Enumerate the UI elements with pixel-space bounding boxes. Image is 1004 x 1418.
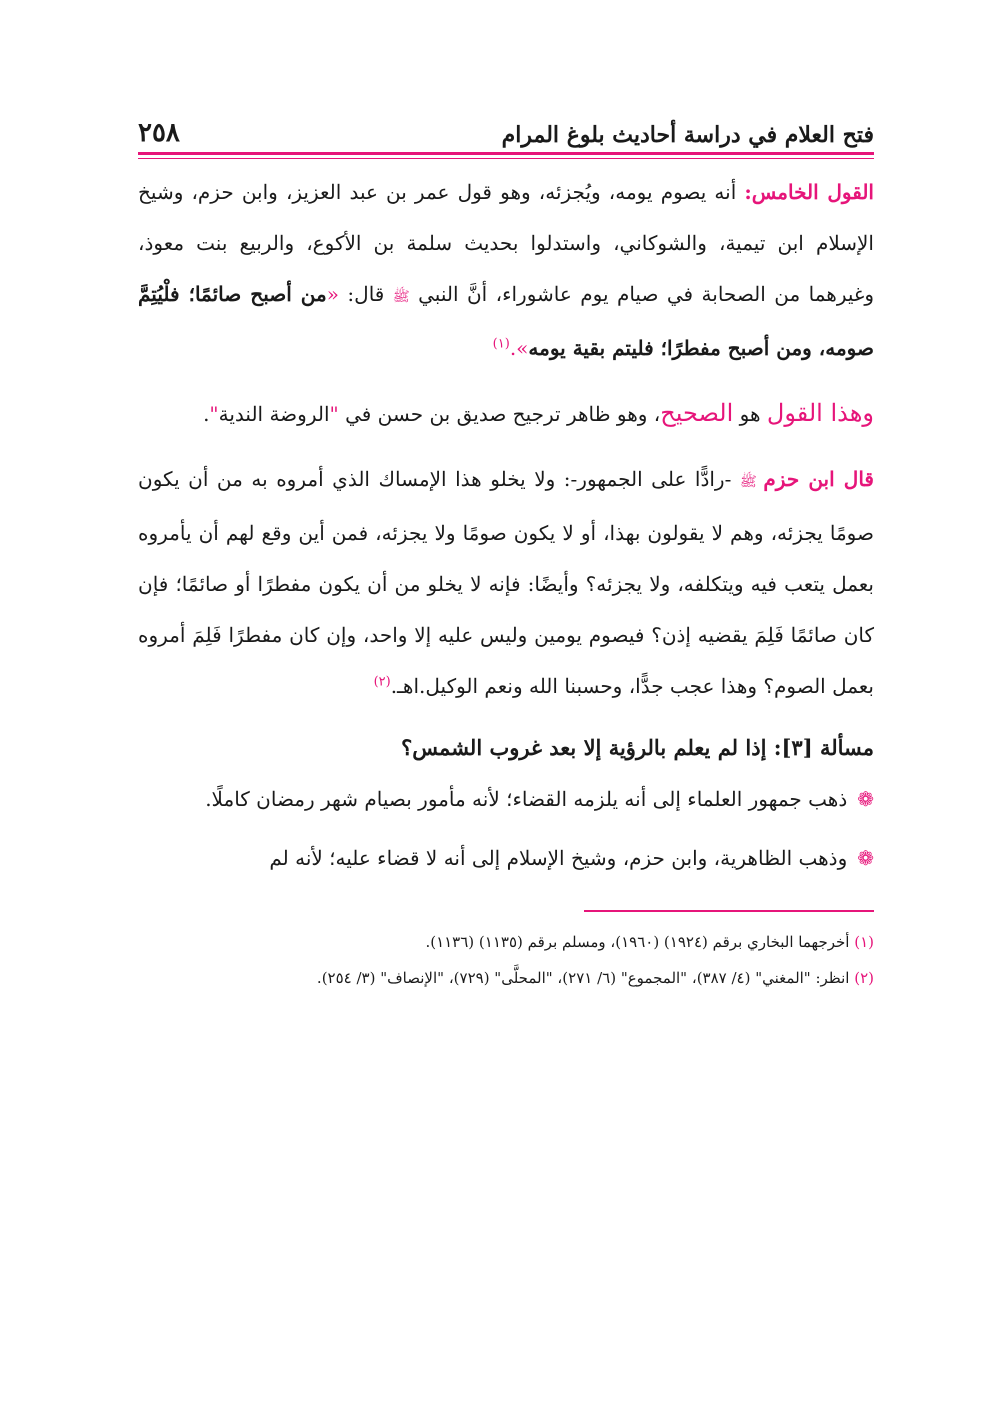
issue-heading [138, 726, 874, 770]
paragraph-text: ، وهو ظاهر ترجيح صديق بن حسن في [338, 402, 661, 426]
paragraph-text: . [203, 402, 210, 426]
footnote-ref[interactable]: (٢) [373, 674, 391, 690]
paragraph-text: قال: [339, 282, 393, 306]
bullet-text: ذهب جمهور العلماء إلى أنه يلزمه القضاء؛ لأنه مأمور بصيام شهر رمضان كاملًا. [205, 787, 848, 811]
flower-bullet-icon: ❁ [857, 787, 874, 811]
footnote-ref[interactable]: (١) [492, 336, 510, 352]
header-rule-thick [138, 152, 874, 155]
footnote-text: أخرجهما البخاري برقم (١٩٢٤) (١٩٦٠)، ومسلم برقم (١١٣٥) (١١٣٦). [425, 933, 855, 951]
opinion-label: القول الخامس: [744, 180, 874, 204]
footnote-divider [584, 910, 874, 912]
paragraph-ibn-hazm [138, 454, 874, 712]
book-name: الروضة الندية [218, 402, 330, 426]
hadith-text: من أصبح صائمًا؛ فلْيُتِمَّ صومه، ومن أصبح مفطرًا؛ فليتم بقية يومه [138, 282, 874, 360]
running-header [138, 108, 874, 148]
quote-mark: « [326, 282, 339, 306]
bullet-item [138, 774, 874, 825]
footnote [138, 924, 874, 960]
footnotes [138, 924, 874, 996]
quote-mark: ». [509, 336, 529, 360]
main-text [138, 167, 874, 884]
footnote [138, 960, 874, 996]
paragraph-text: أنه يصوم يومه، ويُجزئه، وهو قول عمر بن عبد العزيز، وابن حزم، وشيخ الإسلام ابن تيمية، والشوكاني، واستدلوا بحديث سلمة بن الأكوع، والربيع بنت معوذ، وغيرهما من الصحابة في صيام يوم عاشوراء، أنَّ النبي [138, 180, 874, 306]
page [138, 108, 874, 996]
paragraph-text: هو [733, 402, 767, 426]
paragraph-preferred [138, 388, 874, 440]
bullet-item [138, 833, 874, 884]
sahih-word: الصحيح [660, 399, 734, 427]
salla-glyph: ﷺ [392, 289, 410, 305]
paragraph-text: -رادًّا على الجمهور-: ولا يخلو هذا الإمساك الذي أمروه به من أن يكون صومًا يجزئه، وهم لا يقولون بهذا، أو لا يكون صومًا ولا يجزئه، فمن أين وقع لهم أن يأمروه بعمل يتعب فيه ويتكلفه، ولا يجزئه؟ وأيضًا: فإنه لا يخلو من أن يكون مفطرًا أو صائمًا؛ فإن كان صائمًا فَلِمَ يقضيه إذن؟ فيصوم يومين وليس عليه إلا واحد، وإن كان مفطرًا فَلِمَ أمروه بعمل الصوم؟ وهذا عجب جدًّا، وحسبنا الله ونعم الوكيل.اهـ. [138, 467, 874, 698]
page-number: ٢٥٨ [138, 118, 180, 148]
issue-label: مسألة [٣]: [773, 735, 874, 760]
quote-mark: " [329, 402, 339, 426]
footnote-text: انظر: "المغني" (٤/ ٣٨٧)، "المجموع" (٦/ ٢٧١)، "المحلَّى" (٧٢٩)، "الإنصاف" (٣/ ٢٥٤). [316, 969, 855, 987]
flower-bullet-icon: ❁ [857, 846, 874, 870]
book-title: فتح العلام في دراسة أحاديث بلوغ المرام [501, 122, 874, 148]
quote-mark: " [209, 402, 219, 426]
header-rule-thin [138, 158, 874, 159]
issue-title: إذا لم يعلم بالرؤية إلا بعد غروب الشمس؟ [401, 735, 774, 760]
footnote-number: (٢) [854, 969, 874, 987]
preferred-lead: وهذا القول [766, 399, 874, 427]
bullet-text: وذهب الظاهرية، وابن حزم، وشيخ الإسلام إلى أنه لا قضاء عليه؛ لأنه لم [269, 846, 848, 870]
ibn-hazm-label: قال ابن حزم [763, 467, 874, 491]
rahimahullah-glyph: ﷺ [739, 474, 764, 490]
footnote-number: (١) [854, 933, 874, 951]
paragraph-fifth-opinion [138, 167, 874, 374]
